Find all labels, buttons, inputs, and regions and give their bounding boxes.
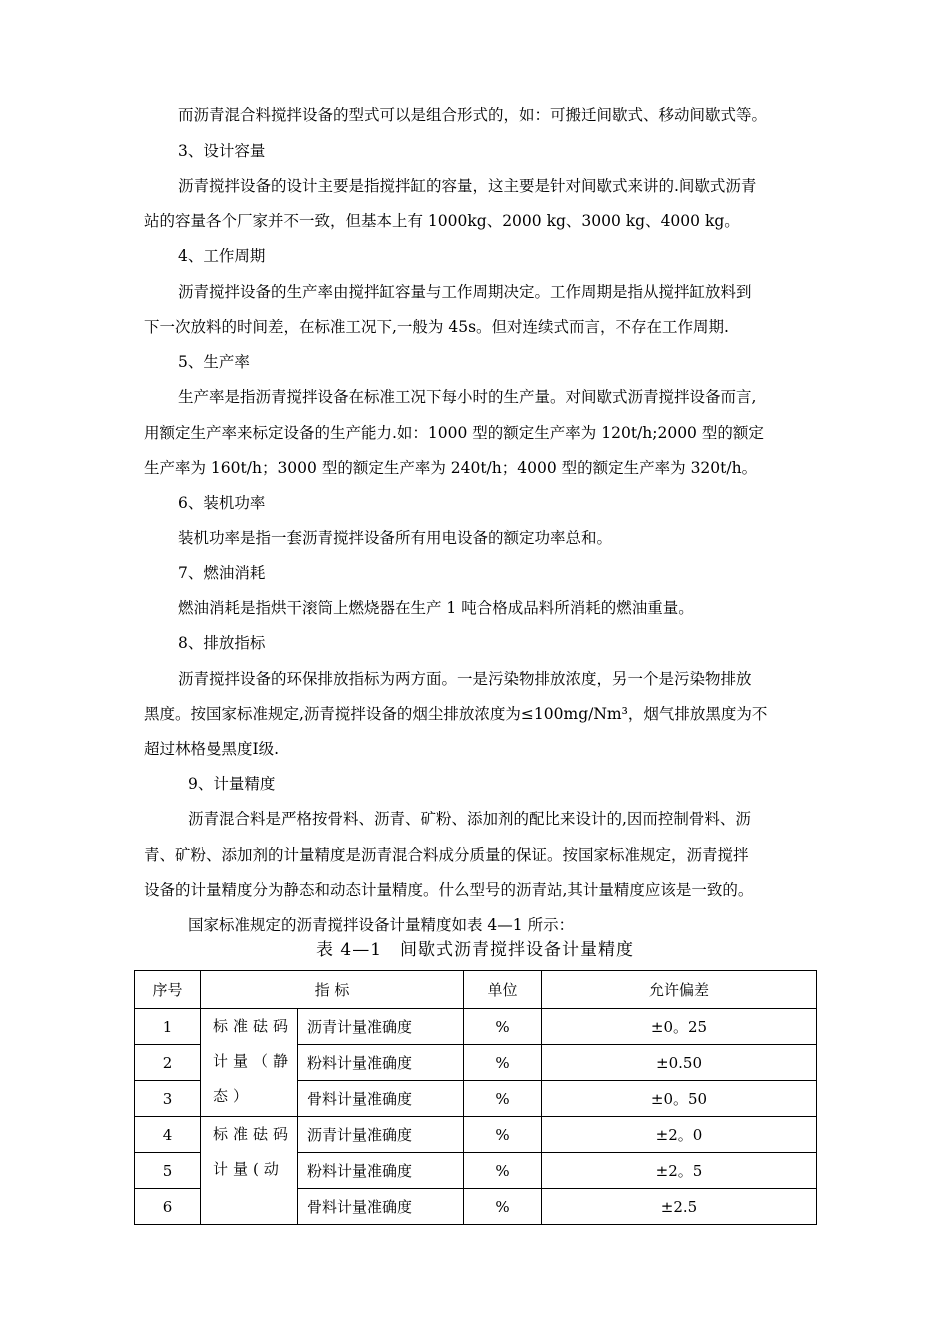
cell-unit: % xyxy=(464,1009,542,1045)
cell-unit: % xyxy=(464,1189,542,1225)
cell-unit: % xyxy=(464,1117,542,1153)
header-indicator: 指 标 xyxy=(201,971,464,1009)
cell-no: 4 xyxy=(135,1117,201,1153)
paragraph-line: 用额定生产率来标定设备的生产能力.如：1000 型的额定生产率为 120t/h;2000 型的额定 xyxy=(144,424,764,442)
cell-item: 骨料计量准确度 xyxy=(298,1081,464,1117)
paragraph-line: 沥青搅拌设备的设计主要是指搅拌缸的容量，这主要是针对间歇式来讲的.间歇式沥青 xyxy=(178,177,757,195)
cell-tolerance: ±2。5 xyxy=(542,1153,817,1189)
cell-item: 粉料计量准确度 xyxy=(298,1153,464,1189)
table-header-row xyxy=(135,971,817,1009)
cell-no: 2 xyxy=(135,1045,201,1081)
section-heading: 7、燃油消耗 xyxy=(178,564,266,582)
paragraph-line: 沥青搅拌设备的生产率由搅拌缸容量与工作周期决定。工作周期是指从搅拌缸放料到 xyxy=(178,283,752,301)
cell-no: 3 xyxy=(135,1081,201,1117)
cell-item: 沥青计量准确度 xyxy=(298,1117,464,1153)
group-label-dynamic: 标准砝码计量(动 xyxy=(201,1117,298,1225)
section-heading: 6、装机功率 xyxy=(178,494,266,512)
paragraph-line: 超过林格曼黑度Ⅰ级. xyxy=(144,740,280,758)
paragraph-line: 国家标准规定的沥青搅拌设备计量精度如表 4—1 所示： xyxy=(188,916,575,934)
paragraph-line: 青、矿粉、添加剂的计量精度是沥青混合料成分质量的保证。按国家标准规定，沥青搅拌 xyxy=(144,846,749,864)
group-label-static: 标准砝码计量（静态） xyxy=(201,1009,298,1117)
header-unit: 单位 xyxy=(464,971,542,1009)
section-heading: 8、排放指标 xyxy=(178,634,266,652)
table-caption: 表 4—1 间歇式沥青搅拌设备计量精度 xyxy=(315,940,635,960)
cell-tolerance: ±0。50 xyxy=(542,1081,817,1117)
header-tolerance: 允许偏差 xyxy=(542,971,817,1009)
paragraph-line: 生产率是指沥青搅拌设备在标准工况下每小时的生产量。对间歇式沥青搅拌设备而言, xyxy=(178,388,757,406)
cell-no: 1 xyxy=(135,1009,201,1045)
cell-item: 骨料计量准确度 xyxy=(298,1189,464,1225)
paragraph-line: 而沥青混合料搅拌设备的型式可以是组合形式的，如：可搬迁间歇式、移动间歇式等。 xyxy=(178,106,768,124)
precision-table xyxy=(134,970,817,1225)
cell-item: 沥青计量准确度 xyxy=(298,1009,464,1045)
section-heading: 9、计量精度 xyxy=(188,775,276,793)
cell-unit: % xyxy=(464,1081,542,1117)
paragraph-line: 沥青混合料是严格按骨料、沥青、矿粉、添加剂的配比来设计的,因而控制骨料、沥 xyxy=(188,810,751,828)
table-row xyxy=(135,1117,817,1153)
paragraph-line: 设备的计量精度分为静态和动态计量精度。什么型号的沥青站,其计量精度应该是一致的。 xyxy=(144,881,754,899)
paragraph-line: 生产率为 160t/h；3000 型的额定生产率为 240t/h；4000 型的额定生产率为 320t/h。 xyxy=(144,459,758,477)
cell-no: 5 xyxy=(135,1153,201,1189)
section-heading: 3、设计容量 xyxy=(178,142,266,160)
cell-item: 粉料计量准确度 xyxy=(298,1045,464,1081)
paragraph-line: 下一次放料的时间差，在标准工况下,一般为 45s。但对连续式而言，不存在工作周期. xyxy=(144,318,729,336)
paragraph-line: 黑度。按国家标准规定,沥青搅拌设备的烟尘排放浓度为≤100mg/Nm³，烟气排放黑度为不 xyxy=(144,705,768,723)
paragraph-line: 装机功率是指一套沥青搅拌设备所有用电设备的额定功率总和。 xyxy=(178,529,613,547)
section-heading: 4、工作周期 xyxy=(178,247,266,265)
cell-tolerance: ±2.5 xyxy=(542,1189,817,1225)
paragraph-line: 站的容量各个厂家并不一致，但基本上有 1000kg、2000 kg、3000 kg、4000 kg。 xyxy=(144,212,740,230)
cell-no: 6 xyxy=(135,1189,201,1225)
cell-unit: % xyxy=(464,1045,542,1081)
cell-tolerance: ±0。25 xyxy=(542,1009,817,1045)
table-row xyxy=(135,1009,817,1045)
paragraph-line: 沥青搅拌设备的环保排放指标为两方面。一是污染物排放浓度，另一个是污染物排放 xyxy=(178,670,752,688)
cell-tolerance: ±2。0 xyxy=(542,1117,817,1153)
section-heading: 5、生产率 xyxy=(178,353,250,371)
header-no: 序号 xyxy=(135,971,201,1009)
paragraph-line: 燃油消耗是指烘干滚筒上燃烧器在生产 1 吨合格成品料所消耗的燃油重量。 xyxy=(178,599,694,617)
cell-unit: % xyxy=(464,1153,542,1189)
cell-tolerance: ±0.50 xyxy=(542,1045,817,1081)
